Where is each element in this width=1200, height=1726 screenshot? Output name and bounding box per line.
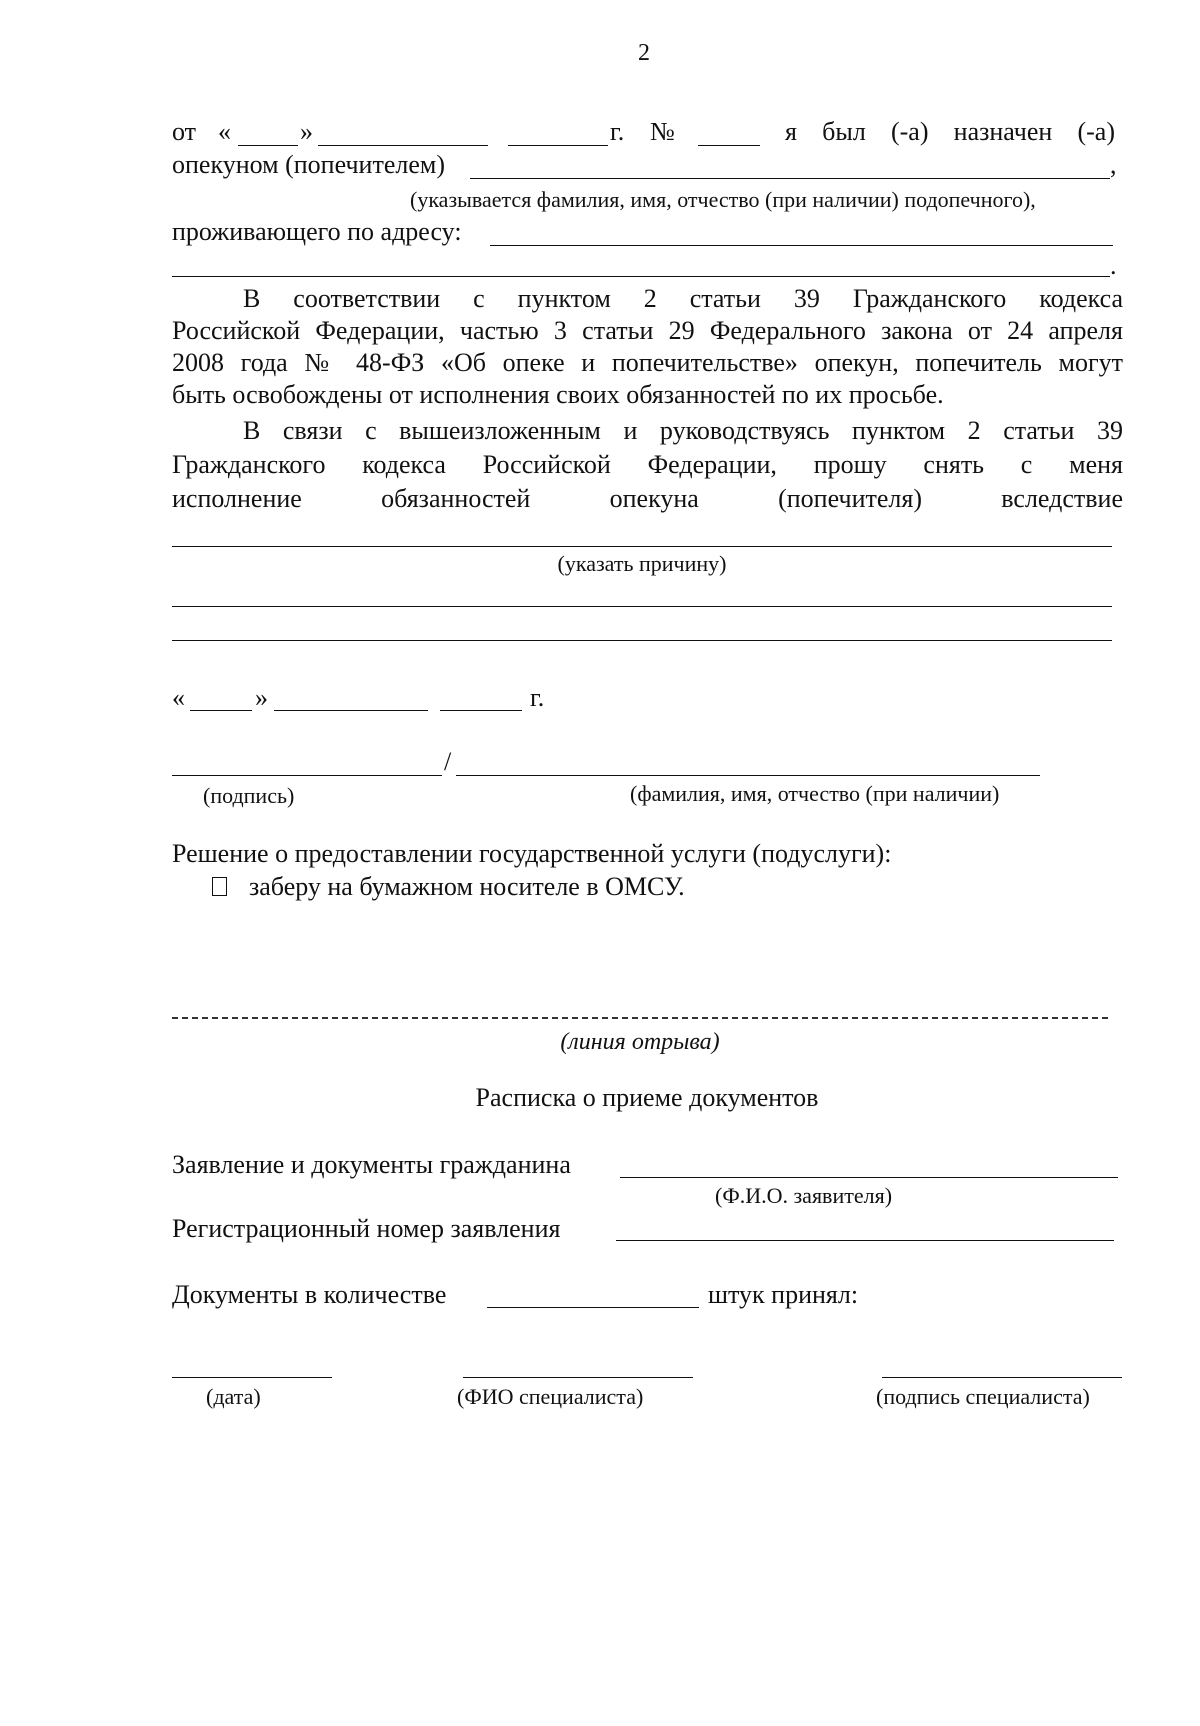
decision-option[interactable] xyxy=(212,871,685,903)
applicant-name-field-line[interactable] xyxy=(620,1177,1118,1178)
reason-field-line-3[interactable] xyxy=(172,640,1112,641)
caption-signature: (подпись) xyxy=(203,783,295,808)
tear-line-dashes xyxy=(172,1017,1108,1019)
applicant-label: Заявление и документы гражданина xyxy=(172,1150,571,1179)
date-year-field-line[interactable] xyxy=(440,710,522,711)
guardian-label: опекуном (попечителем) xyxy=(172,150,445,179)
tear-line-caption: (линия отрыва) xyxy=(560,1029,720,1055)
signature-slash: / xyxy=(444,747,452,776)
caption-specialist-name: (ФИО специалиста) xyxy=(457,1384,644,1409)
registration-label: Регистрационный номер заявления xyxy=(172,1214,561,1243)
date-month-field-line[interactable] xyxy=(274,710,428,711)
signer-name-field-line[interactable] xyxy=(456,775,1040,776)
date-quote-left: « xyxy=(172,683,185,712)
paper-pickup-checkbox[interactable] xyxy=(212,877,227,896)
month-field-line[interactable] xyxy=(318,145,488,146)
caption-ward-name: (указывается фамилия, имя, отчество (при наличии) подопечного), xyxy=(410,187,1036,212)
caption-receipt-date: (дата) xyxy=(206,1384,261,1409)
signature-field-line[interactable] xyxy=(172,775,442,776)
caption-applicant-name: (Ф.И.О. заявителя) xyxy=(715,1183,893,1208)
receipt-title: Расписка о приеме документов xyxy=(475,1083,819,1112)
registration-number-field-line[interactable] xyxy=(616,1240,1114,1241)
appointed-text: я был (-а) назначен (-а) xyxy=(785,117,1115,146)
day-field-line[interactable] xyxy=(238,145,298,146)
quote-right: » xyxy=(300,117,313,146)
caption-signer-name: (фамилия, имя, отчество (при наличии) xyxy=(630,781,1000,806)
address-label: проживающего по адресу: xyxy=(172,217,462,246)
comma: , xyxy=(1110,150,1117,179)
specialist-name-field-line[interactable] xyxy=(463,1377,693,1378)
date-day-field-line[interactable] xyxy=(190,710,252,711)
page-number: 2 xyxy=(638,40,650,66)
year-suffix: г. xyxy=(610,117,625,146)
documents-count-field-line[interactable] xyxy=(487,1307,699,1308)
documents-accepted-label: штук принял: xyxy=(708,1280,859,1309)
reason-field-line-2[interactable] xyxy=(172,606,1112,607)
para2-line1: В связи с вышеизложенным и руководствуясь пунктом 2 статьи 39 xyxy=(243,416,1123,445)
para2-line2: Гражданского кодекса Российской Федерации, прошу снять с меня xyxy=(172,450,1123,479)
decision-title: Решение о предоставлении государственной услуги (подуслуги): xyxy=(172,839,892,868)
para2-line3: исполнение обязанностей опекуна (попечителя) вследствие xyxy=(172,484,1123,513)
year-field-line[interactable] xyxy=(508,145,608,146)
para1-line2: Российской Федерации, частью 3 статьи 29 Федерального закона от 24 апреля xyxy=(172,316,1123,345)
address-field-line-2[interactable] xyxy=(172,276,1110,277)
specialist-signature-field-line[interactable] xyxy=(882,1377,1122,1378)
documents-count-label: Документы в количестве xyxy=(172,1280,447,1309)
number-sign: № xyxy=(650,117,675,146)
para1-line3: 2008 года № 48-ФЗ «Об опеке и попечительстве» опекун, попечитель могут xyxy=(172,348,1123,377)
para1-line4: быть освобождены от исполнения своих обязанностей по их просьбе. xyxy=(172,380,944,409)
quote-left: « xyxy=(218,117,231,146)
caption-specialist-signature: (подпись специалиста) xyxy=(876,1384,1090,1409)
date-from-prefix: от xyxy=(172,117,197,146)
date-year-suffix: г. xyxy=(530,683,545,712)
reason-field-line-1[interactable] xyxy=(172,546,1112,547)
receipt-date-field-line[interactable] xyxy=(172,1377,332,1378)
date-quote-right: » xyxy=(255,683,268,712)
period: . xyxy=(1110,251,1117,280)
para1-line1: В соответствии с пунктом 2 статьи 39 Гражданского кодекса xyxy=(243,284,1123,313)
address-field-line[interactable] xyxy=(490,245,1113,246)
ward-name-field-line[interactable] xyxy=(470,178,1110,179)
number-field-line[interactable] xyxy=(698,145,760,146)
caption-reason: (указать причину) xyxy=(557,551,727,576)
decision-option-label: заберу на бумажном носителе в ОМСУ. xyxy=(249,872,685,901)
